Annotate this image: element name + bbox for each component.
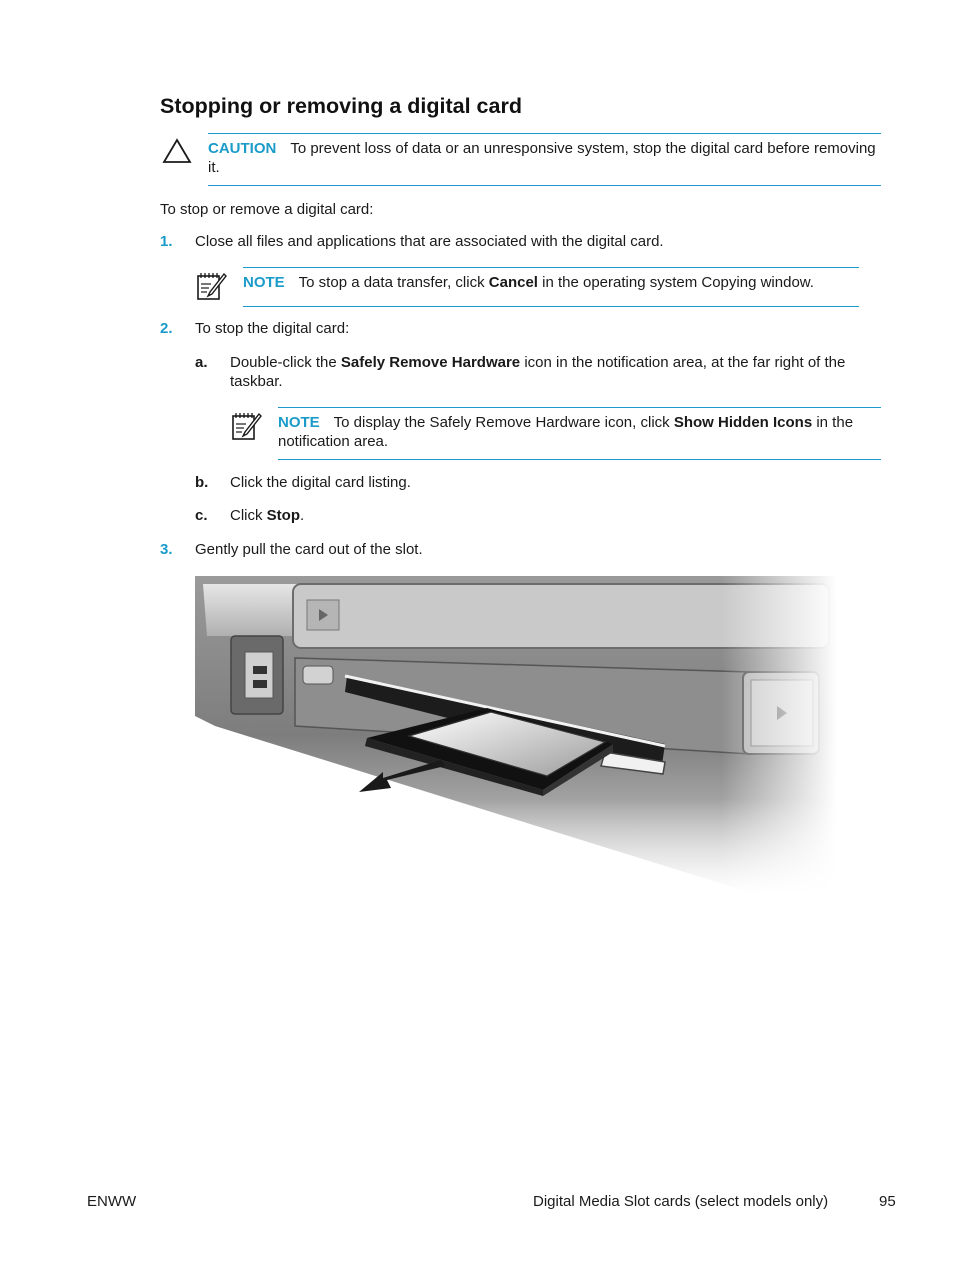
caution-label: CAUTION	[208, 140, 277, 157]
substep-c-text	[230, 506, 304, 525]
card-removal-illustration	[195, 576, 837, 894]
footer-left: ENWW	[87, 1193, 137, 1210]
substep-a-letter: a.	[195, 354, 208, 371]
substep-b-text: Click the digital card listing.	[230, 474, 411, 491]
step-1-number: 1.	[160, 233, 173, 250]
step-3-text: Gently pull the card out of the slot.	[195, 541, 423, 558]
note-1-text	[243, 273, 873, 292]
note-1-text-pre: To stop a data transfer, click	[298, 274, 489, 291]
note-1-label: NOTE	[243, 274, 285, 291]
note-1-bottom-rule	[243, 306, 859, 307]
page-title: Stopping or removing a digital card	[160, 94, 522, 118]
footer-section-title: Digital Media Slot cards (select models only)	[533, 1193, 829, 1210]
note-2-top-rule	[278, 407, 881, 408]
note-2-text-post: in the notification area.	[278, 414, 854, 450]
note-pad-icon	[195, 270, 227, 302]
caution-text	[208, 139, 878, 177]
note-2-bottom-rule	[278, 459, 881, 460]
caution-top-rule	[208, 133, 881, 134]
substep-a-text-bold: Safely Remove Hardware	[340, 354, 521, 371]
footer-page-number: 95	[879, 1193, 896, 1210]
substep-a-text-pre: Double-click the	[230, 354, 341, 371]
warning-triangle-icon	[162, 138, 192, 164]
note-2-text-pre: To display the Safely Remove Hardware icon, click	[333, 414, 674, 431]
note-2-text	[278, 413, 878, 451]
note-1-text-post: in the operating system Copying window.	[537, 274, 814, 291]
substep-c-text-post: .	[300, 507, 305, 524]
substep-c-letter: c.	[195, 507, 208, 524]
note-2-label: NOTE	[278, 414, 320, 431]
note-1-top-rule	[243, 267, 859, 268]
step-1-text: Close all files and applications that are associated with the digital card.	[195, 233, 664, 250]
note-pad-icon	[230, 410, 262, 442]
substep-b-letter: b.	[195, 474, 209, 491]
note-2-text-bold: Show Hidden Icons	[673, 414, 813, 431]
intro-text: To stop or remove a digital card:	[160, 201, 374, 218]
substep-a-text-post: icon in the notification area, at the far right of the taskbar.	[230, 354, 846, 390]
note-1-text-bold: Cancel	[488, 274, 538, 291]
step-3-number: 3.	[160, 541, 173, 558]
caution-bottom-rule	[208, 185, 881, 186]
step-2-text: To stop the digital card:	[195, 320, 350, 337]
substep-c-text-bold: Stop	[266, 507, 300, 524]
step-2-number: 2.	[160, 320, 173, 337]
substep-a-text	[230, 353, 870, 391]
substep-c-text-pre: Click	[230, 507, 267, 524]
caution-body: To prevent loss of data or an unresponsive system, stop the digital card before removing it.	[208, 140, 876, 176]
